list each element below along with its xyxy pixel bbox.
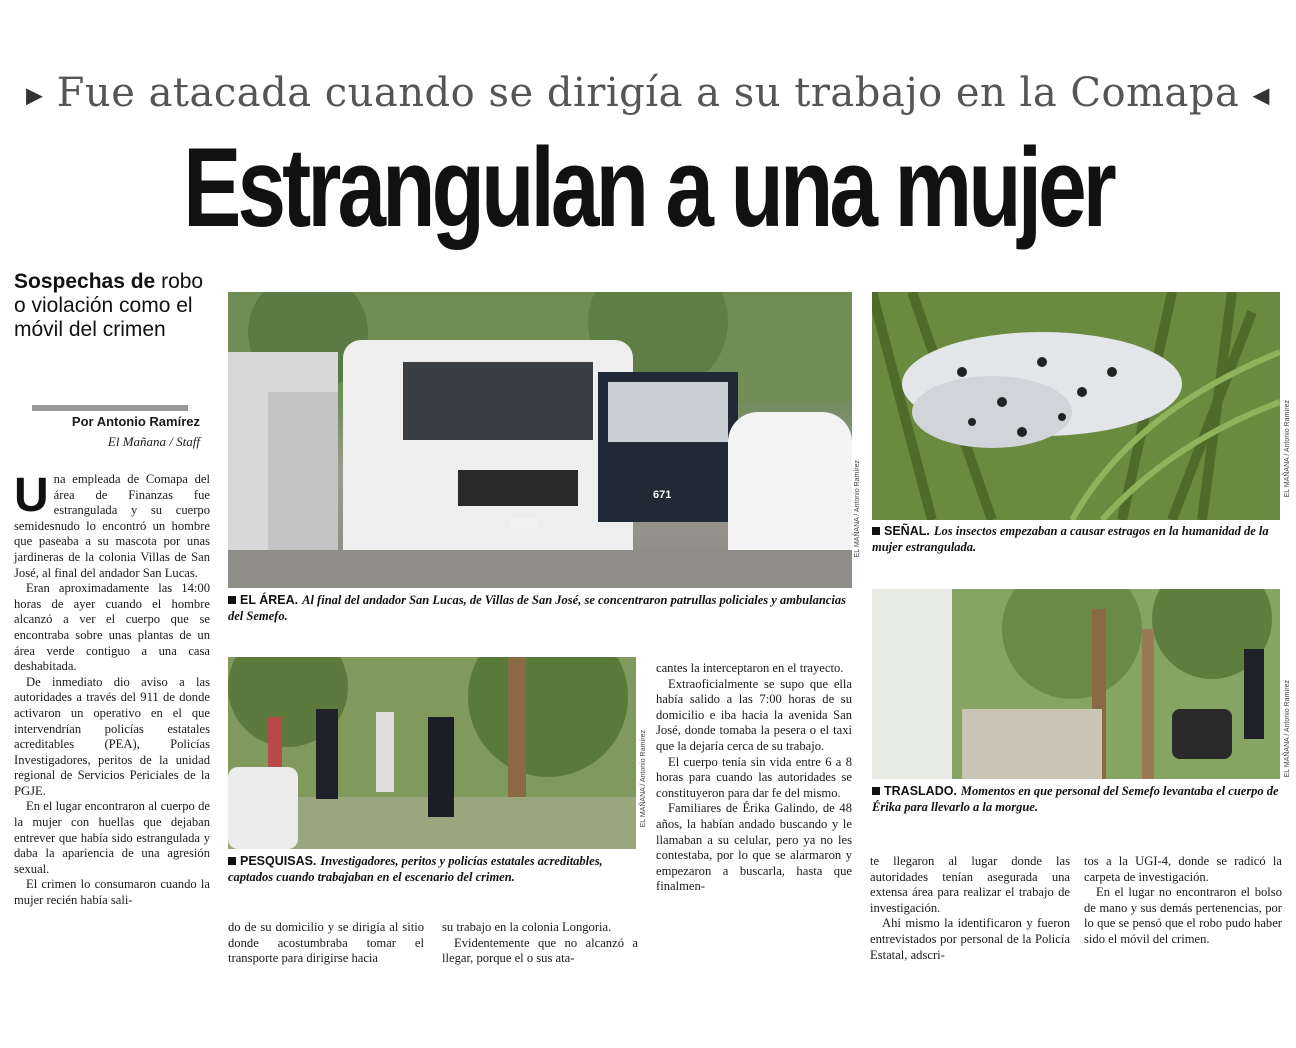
photo-traslado-image bbox=[872, 589, 1280, 779]
patrol-number: 671 bbox=[653, 489, 672, 501]
byline-outlet: El Mañana / Staff bbox=[107, 434, 200, 449]
caption-pesquisas: PESQUISAS. Investigadores, peritos y policías estatales acreditables, captados cuando trabajaban en el escenario del crimen. bbox=[228, 854, 603, 884]
triangle-left-icon: ◀ bbox=[1252, 83, 1270, 109]
paragraph: Evidentemente que no alcanzó a llegar, porque el o sus ata- bbox=[442, 935, 638, 966]
paragraph: El crimen lo consumaron cuando la mujer recién había sali- bbox=[14, 877, 210, 908]
article-column-4 bbox=[656, 661, 852, 895]
paragraph: Ahí mismo la identificaron y fueron entrevistados por personal de la Policía Estatal, adscri- bbox=[870, 916, 1070, 962]
square-bullet-icon bbox=[872, 527, 880, 535]
headline: Estrangulan a una mujer bbox=[183, 125, 1113, 250]
photo-credit: EL MAÑANA / Antonio Ramírez bbox=[854, 460, 861, 558]
byline-rule bbox=[32, 405, 188, 411]
paragraph: Eran aproximadamente las 14:00 horas de ayer cuando el hombre alcanzó a ver el cuerpo que se encontraba sobre unas plantas de un área verde contiguo a una casa deshabitada. bbox=[14, 581, 210, 674]
paragraph: El cuerpo tenía sin vida entre 6 a 8 horas para cuando las autoridades se constituyeron para dar fe del mismo. bbox=[656, 754, 852, 800]
photo-senal bbox=[872, 292, 1280, 520]
square-bullet-icon bbox=[872, 787, 880, 795]
square-bullet-icon bbox=[228, 857, 236, 865]
caption-senal: SEÑAL. Los insectos empezaban a causar estragos en la humanidad de la mujer estrangulada. bbox=[872, 524, 1269, 554]
caption-traslado: TRASLADO. Momentos en que personal del Semefo levantaba el cuerpo de Érika para llevarlo a la morgue. bbox=[872, 784, 1279, 814]
triangle-right-icon: ▶ bbox=[26, 83, 44, 109]
paragraph: tos a la UGI-4, donde se radicó la carpeta de investigación. bbox=[1084, 854, 1282, 884]
caption-area: EL ÁREA. Al final del andador San Lucas, de Villas de San José, se concentraron patrullas policiales y ambulancias del Semefo. bbox=[228, 593, 846, 623]
square-bullet-icon bbox=[228, 596, 236, 604]
paragraph: De inmediato dio aviso a las autoridades a través del 911 de donde activaron un operativo en el que intervendrían policías estatales acreditables (PEA), Policías Investigadores, peritos de la unidad regional de Servicios Periciales de la PGJE. bbox=[14, 674, 210, 798]
deck-rest: robo o violación como el móvil del crimen bbox=[14, 270, 204, 341]
kicker bbox=[0, 70, 1296, 116]
photo-credit: EL MAÑANA / Antonio Ramírez bbox=[1284, 680, 1291, 778]
paragraph: Una empleada de Comapa del área de Finanzas fue estrangulada y su cuerpo semidesnudo lo encontró un hombre que paseaba a su mascota por unas jardineras de la colonia Villas de San José, al final del andador San Lucas. bbox=[14, 469, 210, 580]
photo-pesquisas bbox=[228, 657, 636, 849]
photo-area-image bbox=[228, 292, 852, 588]
byline-author: Por Antonio Ramírez bbox=[71, 414, 200, 429]
paragraph: su trabajo en la colonia Longoria. bbox=[442, 920, 612, 934]
deck-bold: Sospechas de bbox=[14, 270, 156, 293]
kicker-text: Fue atacada cuando se dirigía a su trabajo en la Comapa bbox=[56, 70, 1240, 116]
photo-senal-image bbox=[872, 292, 1280, 520]
paragraph: do de su domicilio y se dirigía al sitio donde acostumbraba tomar el transporte para dirigirse hacia bbox=[228, 920, 424, 966]
paragraph: cantes la interceptaron en el trayecto. bbox=[656, 661, 844, 675]
photo-area bbox=[228, 292, 852, 588]
article-column-3 bbox=[442, 920, 638, 967]
photo-traslado bbox=[872, 589, 1280, 779]
article-column-2 bbox=[228, 920, 424, 967]
paragraph: te llegaron al lugar donde las autoridades tenían asegurada una extensa área para realizar el trabajo de investigación. bbox=[870, 854, 1070, 915]
photo-credit: EL MAÑANA / Antonio Ramírez bbox=[1284, 400, 1291, 498]
article-column-1 bbox=[14, 469, 210, 909]
paragraph: Extraoficialmente se supo que ella había salido a las 7:00 horas de su domicilio e iba hacia la avenida San José, donde tomaba la pesera o el taxi que la dejaría cerca de su trabajo. bbox=[656, 676, 852, 753]
paragraph: En el lugar encontraron al cuerpo de la mujer con huellas que dejaban entrever que había sido estrangulada y daba la apariencia de una agresión sexual. bbox=[14, 799, 210, 876]
photo-pesquisas-image bbox=[228, 657, 636, 849]
article-column-6 bbox=[1084, 854, 1282, 948]
deck bbox=[14, 270, 204, 342]
paragraph: Familiares de Érika Galindo, de 48 años, la habían andado buscando y le llamaban a su celular, pero ya no les contestaba, por lo que se alarmaron y empezaron a buscarla, hasta que finalmen- bbox=[656, 801, 852, 894]
photo-credit: EL MAÑANA / Antonio Ramírez bbox=[640, 730, 647, 828]
dropcap: U bbox=[14, 469, 49, 522]
article-column-5 bbox=[870, 854, 1070, 963]
paragraph: En el lugar no encontraron el bolso de mano y sus demás pertenencias, por lo que se pensó que el robo pudo haber sido el móvil del crimen. bbox=[1084, 885, 1282, 946]
